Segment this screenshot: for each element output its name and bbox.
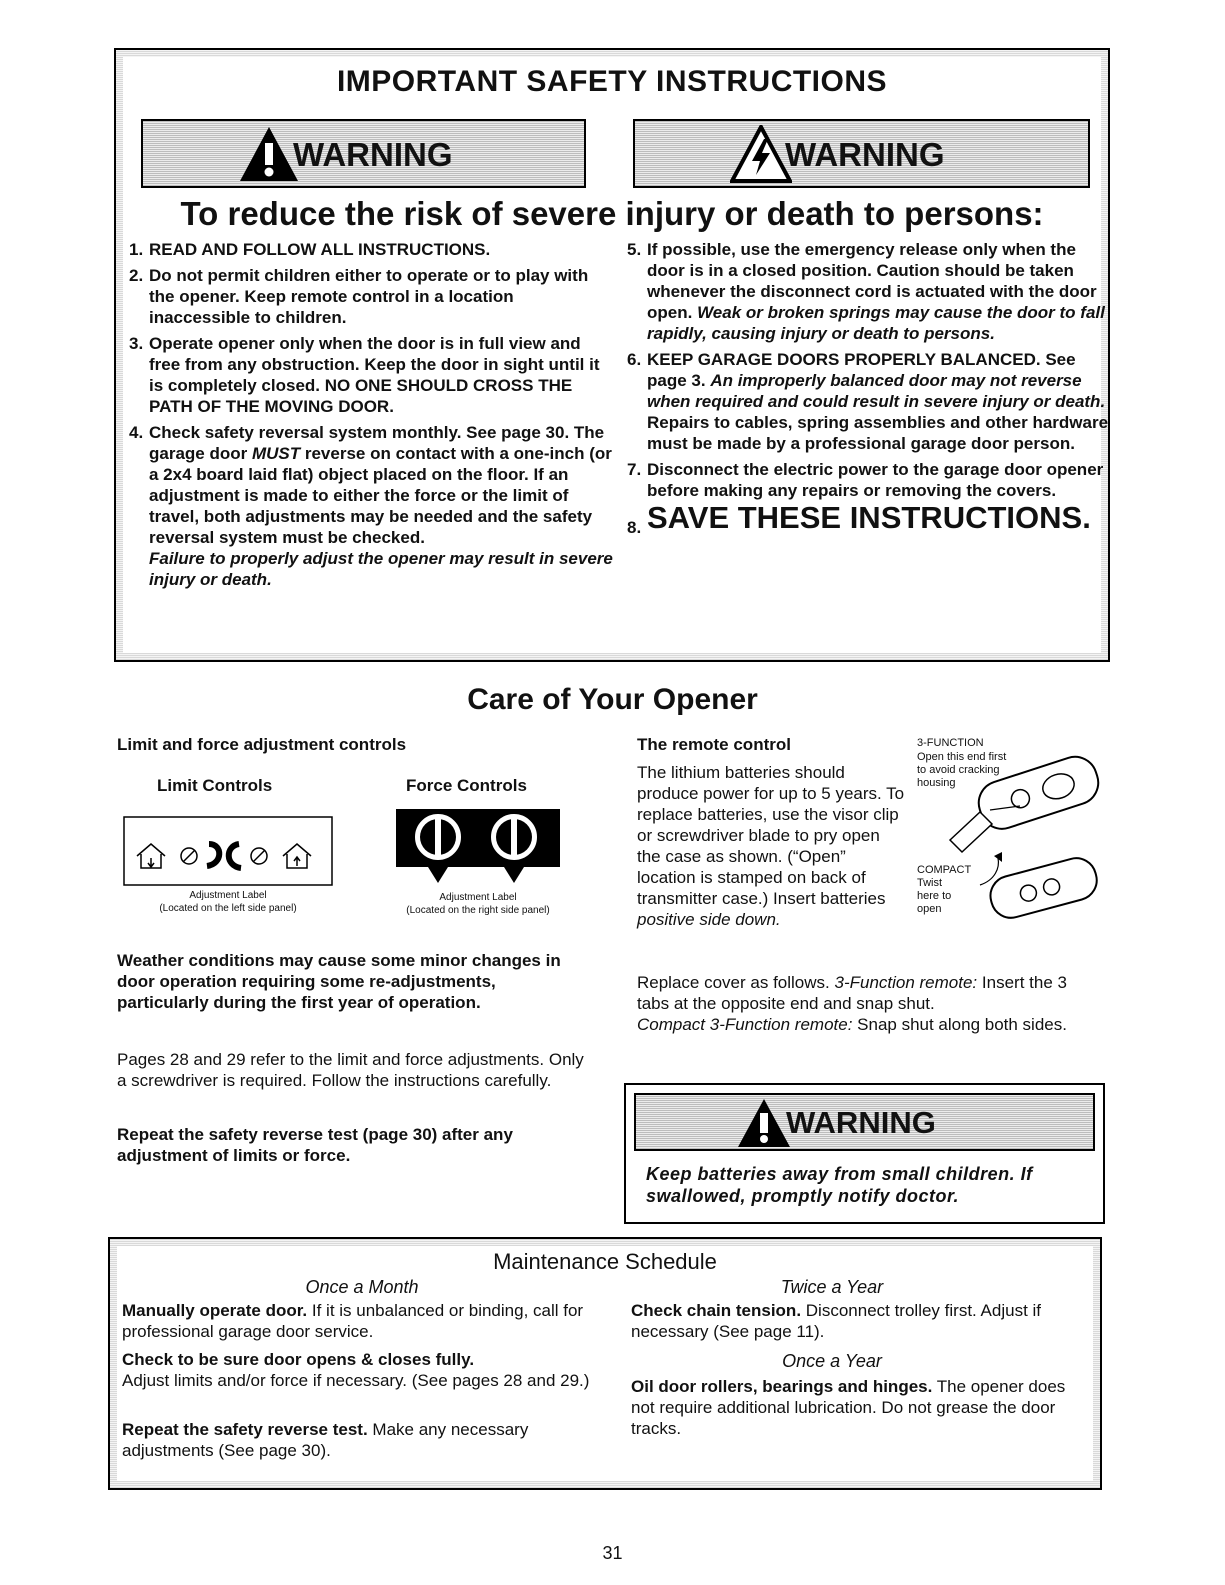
warning-label-left: WARNING: [293, 136, 453, 173]
twice-a-year-heading: Twice a Year: [780, 1277, 884, 1297]
safety-instructions-box: [114, 48, 1110, 662]
safety-item: 3. Operate opener only when the door is in full view and free from any obstruction. Keep the door in sight until it is completely closed. NO ONE SHOULD CROSS THE PATH OF THE MOVING DOOR.: [129, 334, 600, 416]
once-a-month-heading: Once a Month: [305, 1277, 419, 1297]
safety-item: 4. Check safety reversal system monthly. See page 30. The garage door MUST reverse on contact with a one-inch (or a 2x4 board laid flat) object placed on the floor. If an adjustment is made to either the force or the limit of travel, both adjustments may be needed and the safety reversal system must be checked. Failure to properly adjust the opener may result in severe injury or death.: [129, 423, 613, 589]
safety-inner: [123, 57, 1109, 653]
maintenance-item: Manually operate door. If it is unbalanced or binding, call for professional garage door service.: [122, 1301, 584, 1341]
force-controls-heading: Force Controls: [406, 776, 527, 795]
remote-control-heading: The remote control: [637, 735, 791, 754]
safety-item: 1. READ AND FOLLOW ALL INSTRUCTIONS.: [129, 240, 491, 259]
limit-controls-heading: Limit Controls: [157, 776, 273, 795]
battery-warning-text: Keep batteries away from small children. If swallowed, promptly notify doctor.: [646, 1164, 1033, 1206]
safety-title: IMPORTANT SAFETY INSTRUCTIONS: [336, 65, 888, 98]
repeat-test-paragraph: Repeat the safety reverse test (page 30) after any adjustment of limits or force.: [117, 1125, 513, 1165]
battery-warning-label: WARNING: [786, 1105, 936, 1140]
maintenance-schedule-box: [108, 1237, 1102, 1490]
replace-cover-paragraph: Replace cover as follows. 3-Function remote: Insert the 3 tabs at the opposite end and snap shut. Compact 3-Function remote: Snap shut along both sides.: [637, 973, 1067, 1034]
limit-adjustment-label-icon: [123, 816, 333, 886]
warning-triangle-icon: [736, 1097, 792, 1149]
warning-label-right: WARNING: [785, 136, 945, 173]
safety-item: 5. If possible, use the emergency release only when the door is in a closed position. Caution should be taken whenever the disconnect cord is actuated with the door open. Weak or broken springs may cause the door to fall rapidly, causing injury or death to persons.: [627, 240, 1105, 343]
maintenance-inner: [117, 1246, 1093, 1481]
risk-heading: To reduce the risk of severe injury or death to persons:: [180, 195, 1044, 232]
fig-compact-label: COMPACT: [917, 864, 972, 876]
maintenance-item: Repeat the safety reverse test. Make any necessary adjustments (See page 30).: [122, 1420, 529, 1460]
fig-3function-label: 3-FUNCTION: [917, 737, 984, 749]
safety-item: 2. Do not permit children either to operate or to play with the opener. Keep remote control in a location inaccessible to children.: [129, 266, 589, 327]
adjustment-label-right: Adjustment Label (Located on the right side panel): [406, 892, 550, 916]
fig-open-end-note: Open this end first to avoid cracking housing: [917, 751, 1007, 789]
pages-paragraph: Pages 28 and 29 refer to the limit and force adjustments. Only a screwdriver is required. Follow the instructions carefully.: [117, 1050, 584, 1090]
safety-column-right: [621, 239, 1109, 538]
electric-shock-warning-icon: [730, 125, 792, 183]
fig-twist-note: Twist here to open: [917, 877, 952, 915]
care-title: Care of Your Opener: [467, 683, 758, 716]
remote-control-icon: [940, 740, 1105, 920]
force-adjustment-label-icon: [394, 807, 562, 887]
safety-column-left: [123, 239, 615, 595]
safety-item: 7. Disconnect the electric power to the garage door opener before making any repairs or removing the covers.: [627, 460, 1104, 500]
adjustment-label-left: Adjustment Label (Located on the left side panel): [159, 890, 297, 914]
remote-paragraph: The lithium batteries should produce power for up to 5 years. To replace batteries, use the visor clip or screwdriver blade to pry open the case as shown. (“Open” location is stamped on back of transmitter case.) Insert batteries positive side down.: [637, 763, 905, 929]
warning-banner-left: [141, 119, 586, 188]
maintenance-title: Maintenance Schedule: [493, 1249, 717, 1274]
maintenance-item: Oil door rollers, bearings and hinges. The opener does not require additional lubrication. Do not grease the door tracks.: [631, 1377, 1066, 1438]
battery-warning-banner: [634, 1093, 1095, 1151]
page-number: 31: [602, 1543, 623, 1563]
safety-item-save: 8. SAVE THESE INSTRUCTIONS.: [627, 500, 1091, 537]
once-a-year-heading: Once a Year: [782, 1351, 882, 1371]
maintenance-item: Check to be sure door opens & closes fully. Adjust limits and/or force if necessary. (See pages 28 and 29.): [122, 1350, 590, 1390]
battery-warning-box: [624, 1083, 1105, 1224]
warning-banner-right: [633, 119, 1090, 188]
limit-force-heading: Limit and force adjustment controls: [117, 735, 407, 754]
weather-paragraph: Weather conditions may cause some minor changes in door operation requiring some re-adjustments, particularly during the first year of operation.: [117, 951, 561, 1012]
safety-item: 6. KEEP GARAGE DOORS PROPERLY BALANCED. See page 3. An improperly balanced door may not reverse when required and could result in severe injury or death. Repairs to cables, spring assemblies and other hardware must be made by a professional garage door person.: [627, 350, 1109, 453]
maintenance-item: Check chain tension. Disconnect trolley first. Adjust if necessary (See page 11).: [631, 1301, 1042, 1341]
warning-triangle-icon: [238, 125, 300, 183]
